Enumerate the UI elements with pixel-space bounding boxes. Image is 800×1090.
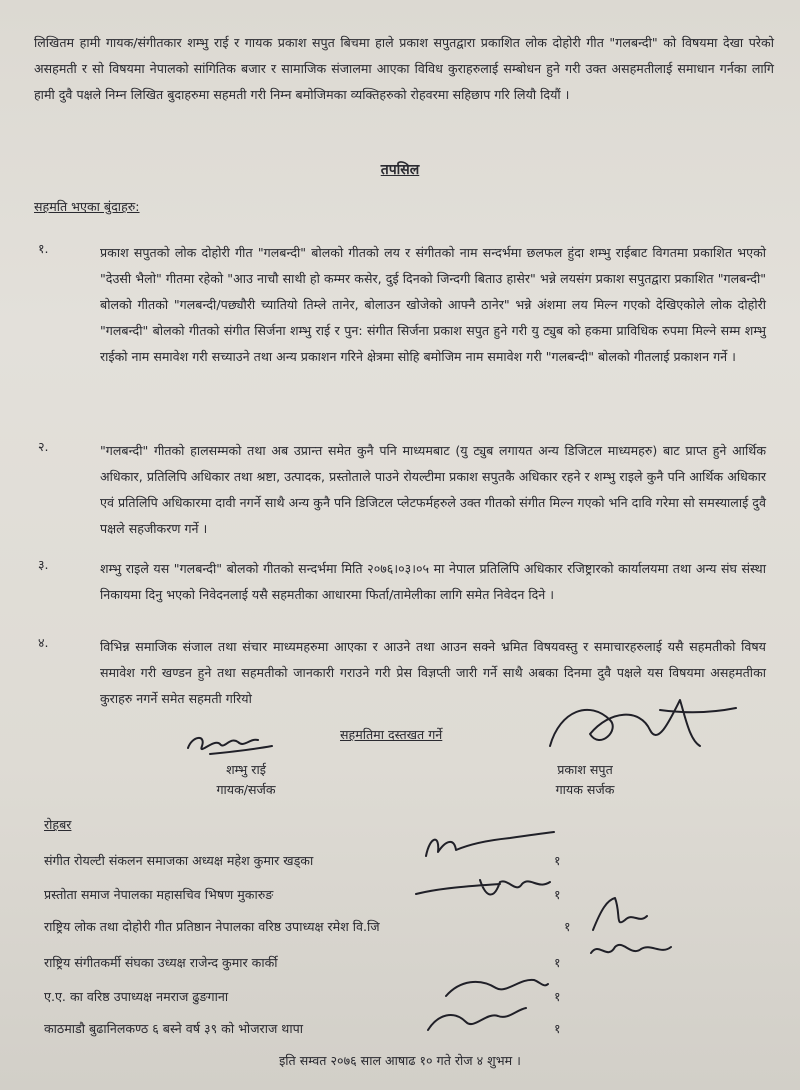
- witness-signature-1: [420, 826, 560, 866]
- signer-prakash: [520, 760, 650, 800]
- witness-count: १: [554, 989, 561, 1004]
- point-text: प्रकाश सपुतको लोक दोहोरी गीत "गलबन्दी" बोलको गीतको लय र संगीतको नाम सन्दर्भमा छलफल हुंदा शम्भु राईबाट विगतमा प्रकाशित भएको "देउसी भैलो" गीतमा रहेको "आउ नाचौ साथी हो कम्मर कसेर, दुई दिनको जिन्दगी बिताउ हासेर" भन्ने लयसंग प्रकाश सपुतद्वारा प्रकाशित "गलबन्दी" बोलको गीतको "गलबन्दी/पछ्यौरी च्यातियो तिम्ले तानेर, बोलाउन खोजेको आफ्नै ठानेर" भन्ने अंशमा लय मिल्न गएको देखिएकोले लोक दोहोरी "गलबन्दी" बोलको गीतको संगीत सिर्जना शम्भु राई र पुन: संगीत सिर्जना प्रकाश सपुत हुने गरी यु ट्युब को हकमा प्राविधिक रुपमा मिल्ने सम्म शम्भु राईको नाम समावेश गरी सच्याउने तथा अन्य प्रकाशन गरिने क्षेत्रमा सोहि बमोजिम नाम समावेश गरी "गलबन्दी" बोलको गीतलाई प्रकाशन गर्ने ।: [100, 245, 766, 364]
- witness-count: १: [564, 919, 571, 934]
- witness-label: काठमाडौ बुढानिलकण्ठ ६ बस्ने वर्ष ३९ को भोजराज थापा: [44, 1021, 304, 1036]
- witness-count: १: [554, 1021, 561, 1036]
- document-date-line: इति सम्वत २०७६ साल आषाढ १० गते रोज ४ शुभम ।: [279, 1053, 521, 1068]
- point-number: २.: [38, 439, 49, 454]
- witness-label: संगीत रोयल्टी संकलन समाजका अध्यक्ष महेश कुमार खड्का: [44, 853, 314, 868]
- witness-label: ए.ए. का वरिष्ठ उपाध्यक्ष नमराज ढुङगाना: [44, 989, 229, 1004]
- signer-shambhu: [176, 760, 316, 800]
- witness-label: प्रस्तोता समाज नेपालका महासचिव भिषण मुकारुङ: [44, 887, 274, 902]
- point-number: १.: [38, 241, 49, 256]
- witness-row: [44, 918, 604, 935]
- witness-signature-4: [585, 935, 675, 965]
- point-number: ४.: [38, 635, 49, 650]
- witness-heading: रोहबर: [44, 817, 72, 832]
- witness-label: राष्ट्रिय लोक तथा दोहोरी गीत प्रतिष्ठान नेपालका वरिष्ठ उपाध्यक्ष रमेश वि.जि: [44, 919, 380, 934]
- section-heading: तपसिल: [380, 162, 420, 178]
- witness-signature-5: [440, 970, 550, 1004]
- witness-label: राष्ट्रिय संगीतकर्मी संघका उध्यक्ष राजेन्द कुमार कार्की: [44, 955, 278, 970]
- witness-signature-3: [585, 890, 655, 940]
- signer-role: गायक सर्जक: [555, 782, 615, 797]
- witness-signature-6: [420, 1000, 530, 1040]
- signer-name: शम्भु राई: [226, 762, 266, 777]
- witness-count: १: [554, 853, 561, 868]
- witness-signature-2: [410, 870, 560, 910]
- point-text: विभिन्न समाजिक संजाल तथा संचार माध्यमहरुमा आएका र आउने तथा आउन सक्ने भ्रमित विषयवस्तु र समाचारहरुलाई यसै सहमतीको विषय समावेश गरी खण्डन हुने तथा सहमतीको जानकारी गराउने गरी प्रेस विज्ञप्ती जारी गर्ने साथै अबका दिनमा दुवै पक्षले यस विषयमा असहमतीका कुराहरु नगर्ने समेत सहमती गरियो: [100, 639, 766, 706]
- signature-prakash-saput: [540, 690, 740, 760]
- signer-name: प्रकाश सपुत: [557, 762, 613, 777]
- signer-role: गायक/सर्जक: [216, 782, 276, 797]
- point-text: शम्भु राइले यस "गलबन्दी" बोलको गीतको सन्दर्भमा मिति २०७६।०३।०५ मा नेपाल प्रतिलिपि अधिकार रजिष्ट्रारको कार्यालयमा तथा अन्य संघ संस्था निकायमा दिनु भएको निवेदनलाई यसै सहमतीका आधारमा फिर्ता/तामेलीका लागि समेत निवेदन दिने ।: [100, 561, 766, 602]
- point-text: "गलबन्दी" गीतको हालसम्मको तथा अब उप्रान्त समेत कुनै पनि माध्यमबाट (यु ट्युब लगायत अन्य डिजिटल माध्यमहरु) बाट प्राप्त हुने आर्थिक अधिकार, प्रतिलिपि अधिकार तथा श्रष्टा, उत्पादक, प्रस्तोताले पाउने रोयल्टीमा प्रकाश सपुतकै अधिकार रहने र शम्भु राइले कुनै पनि आर्थिक अधिकार एवं प्रतिलिपि अधिकारमा दावी नगर्ने साथै अन्य कुनै पनि डिजिटल प्लेटफर्महरुले उक्त गीतको संगीत मिल्न गएको भनि दावि गरेमा सो समस्यालाई दुवै पक्षले सहजीकरण गर्ने ।: [100, 443, 766, 536]
- witness-row: [44, 954, 604, 971]
- intro-paragraph: लिखितम हामी गायक/संगीतकार शम्भु राई र गायक प्रकाश सपुत बिचमा हाले प्रकाश सपुतद्वारा प्रकाशित लोक दोहोरी गीत "गलबन्दी" को विषयमा देखा परेको असहमती र सो विषयमा नेपालको सांगितिक बजार र सामाजिक संजालमा आएका विविध कुराहरुलाई सम्बोधन हुने गरी उक्त असहमतीलाई समाधान गर्नका लागि हामी दुवै पक्षले निम्न लिखित बुदाहरुमा सहमती गरी निम्न बमोजिमका व्यक्तिहरुको रोहवरमा सहिछाप गरि लियौ दियौं ।: [34, 35, 774, 102]
- witness-count: १: [554, 955, 561, 970]
- agreement-points-heading: सहमति भएका बुंदाहरु:: [34, 199, 140, 214]
- signature-caption: सहमतिमा दस्तखत गर्ने: [340, 727, 443, 742]
- point-number: ३.: [38, 557, 49, 572]
- witness-count: १: [554, 887, 561, 902]
